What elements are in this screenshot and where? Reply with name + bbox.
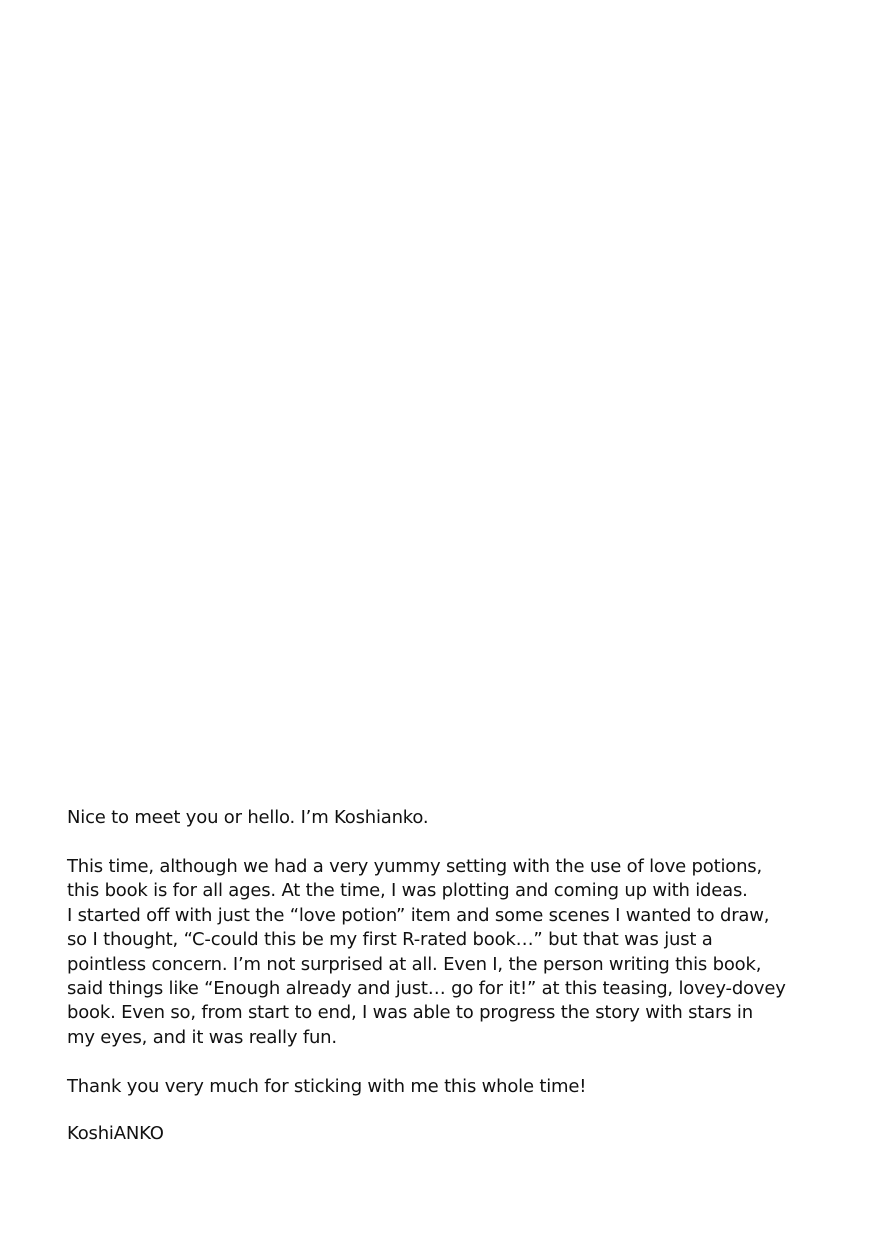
thanks-line: Thank you very much for sticking with me this whole time! bbox=[67, 1076, 587, 1098]
body-line: said things like “Enough already and just… go for it!” at this teasing, lovey-dovey bbox=[67, 978, 786, 1000]
body-line: book. Even so, from start to end, I was able to progress the story with stars in bbox=[67, 1002, 753, 1024]
body-line: pointless concern. I’m not surprised at all. Even I, the person writing this book, bbox=[67, 953, 762, 975]
afterword-text-block bbox=[67, 806, 827, 1146]
body-line: this book is for all ages. At the time, I was plotting and coming up with ideas. bbox=[67, 880, 748, 902]
afterword-body-paragraph bbox=[67, 855, 827, 1050]
body-line: This time, although we had a very yummy setting with the use of love potions, bbox=[67, 856, 762, 877]
body-line: my eyes, and it was really fun. bbox=[67, 1026, 337, 1048]
author-signature: KoshiANKO bbox=[67, 1123, 164, 1145]
body-line: I started off with just the “love potion” item and some scenes I wanted to draw, bbox=[67, 904, 770, 926]
greeting-line: Nice to meet you or hello. I’m Koshianko. bbox=[67, 807, 429, 828]
body-line: so I thought, “C-could this be my first R-rated book…” but that was just a bbox=[67, 929, 713, 951]
